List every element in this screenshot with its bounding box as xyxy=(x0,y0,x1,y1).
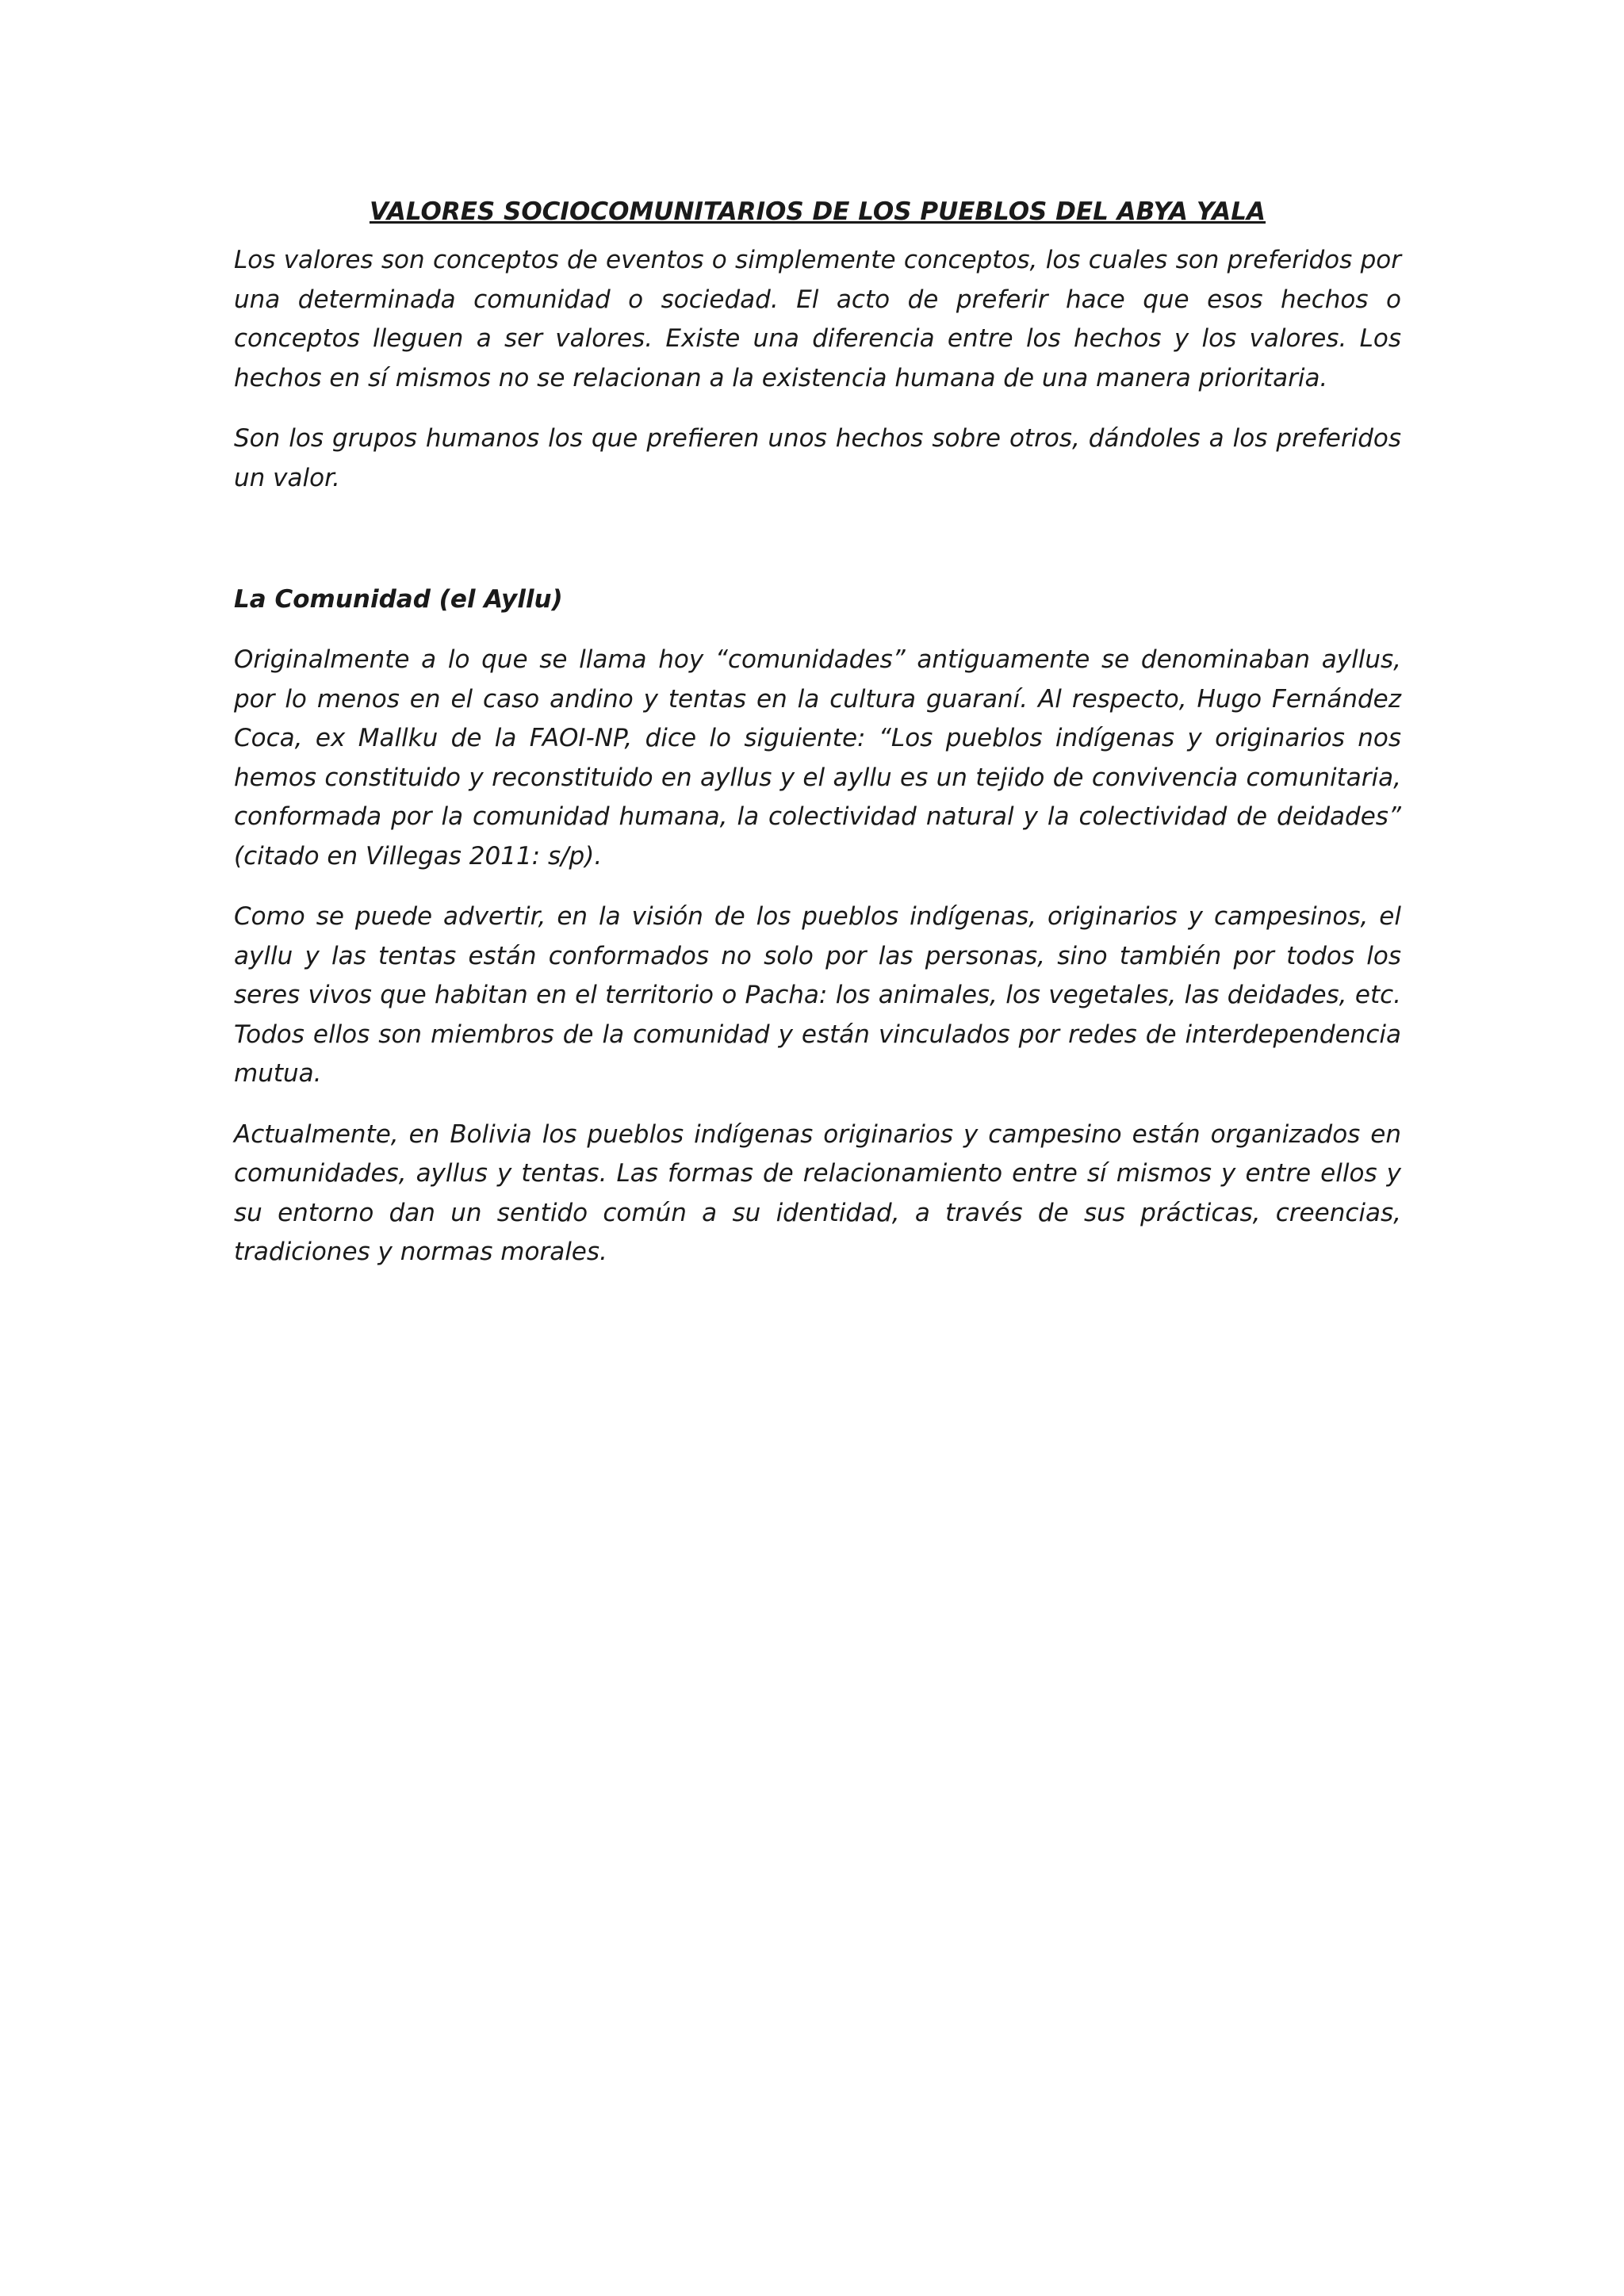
section-heading: La Comunidad (el Ayllu) xyxy=(234,585,563,614)
section-paragraph: Actualmente, en Bolivia los pueblos indígenas originarios y campesino están organizados en comunidades, ayllus y tentas. Las formas de relacionamiento entre sí mismos y entre ellos y su entorno dan un sentido común a su identidad, a través de sus prácticas, creencias, tradiciones y normas morales. xyxy=(234,1119,1401,1266)
intro-paragraph: Los valores son conceptos de eventos o simplemente conceptos, los cuales son preferidos por una determinada comunidad o sociedad. El acto de preferir hace que esos hechos o conceptos lleguen a ser valores. Existe una diferencia entre los hechos y los valores. Los hechos en sí mismos no se relacionan a la existencia humana de una manera prioritaria. xyxy=(234,246,1401,392)
intro-paragraph: Son los grupos humanos los que prefieren unos hechos sobre otros, dándoles a los preferidos un valor. xyxy=(234,424,1401,492)
document-title: VALORES SOCIOCOMUNITARIOS DE LOS PUEBLOS DEL ABYA YALA xyxy=(369,197,1266,226)
document-page xyxy=(234,193,1401,1294)
section-paragraph: Originalmente a lo que se llama hoy “comunidades” antiguamente se denominaban ayllus, por lo menos en el caso andino y tentas en la cultura guaraní. Al respecto, Hugo Fernández Coca, ex Mallku de la FAOI-NP, dice lo siguiente: “Los pueblos indígenas y originarios nos hemos constituido y reconstituido en ayllus y el ayllu es un tejido de convivencia comunitaria, conformada por la comunidad humana, la colectividad natural y la colectividad de deidades” (citado en Villegas 2011: s/p). xyxy=(234,645,1401,871)
section-paragraph: Como se puede advertir, en la visión de los pueblos indígenas, originarios y campesinos, el ayllu y las tentas están conformados no solo por las personas, sino también por todos los seres vivos que habitan en el territorio o Pacha: los animales, los vegetales, las deidades, etc. Todos ellos son miembros de la comunidad y están vinculados por redes de interdependencia mutua. xyxy=(234,902,1401,1088)
